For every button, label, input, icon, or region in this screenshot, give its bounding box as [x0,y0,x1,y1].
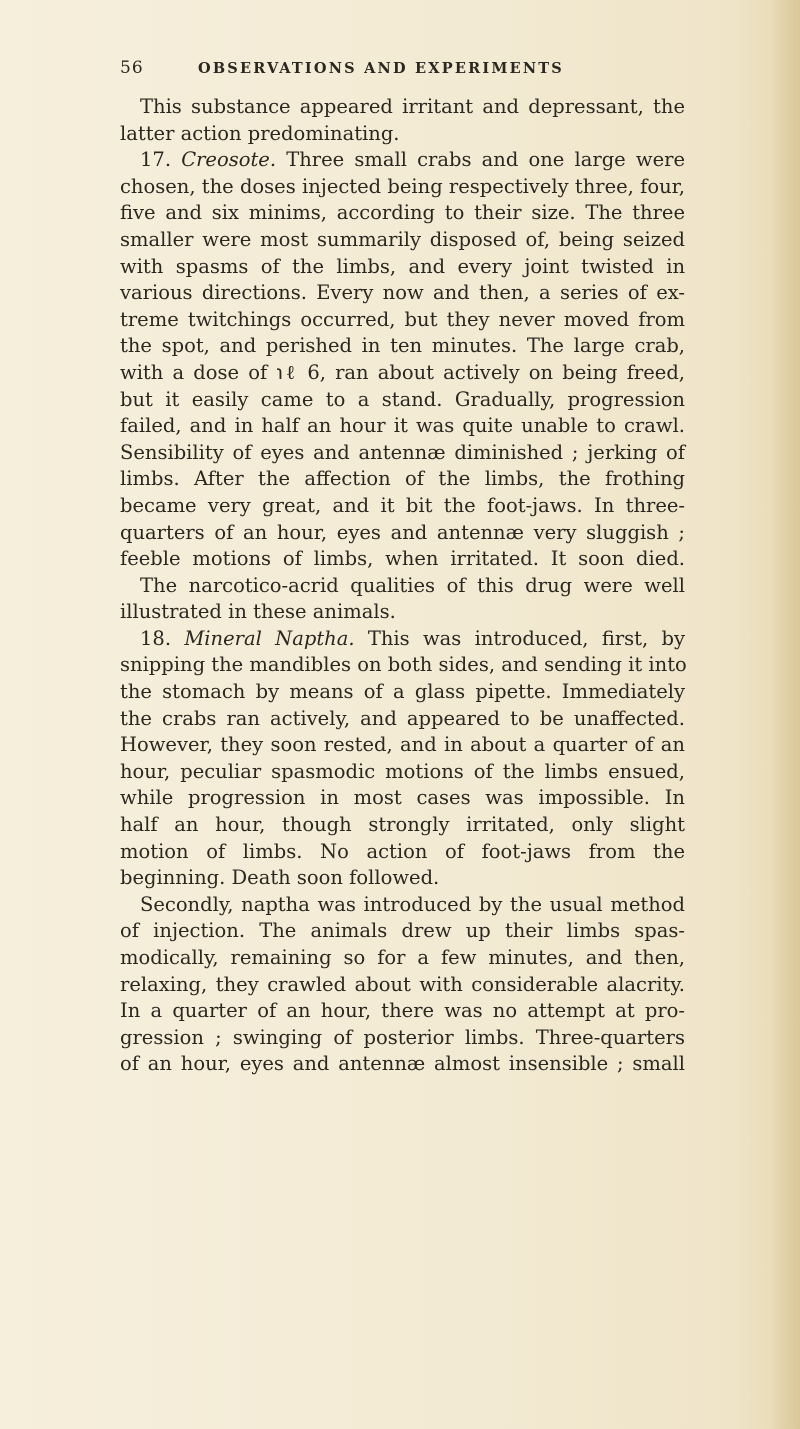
text-line [120,865,685,892]
text-line-part: relaxing, they crawled about with considerable alacrity. [120,972,685,996]
text-line [120,1025,685,1052]
text-line [120,599,685,626]
text-line [120,918,685,945]
text-line [120,440,685,467]
text-line-part: modically, remaining so for a few minutes, and then, [120,946,685,969]
text-line [120,972,685,999]
text-line-part: The narcotico-acrid qualities of this drug were well [140,573,685,597]
text-line [120,1051,685,1078]
text-line-part: with spasms of the limbs, and every joint twisted in [120,254,685,278]
page-edge-shadow [770,0,800,1429]
text-line [120,626,685,653]
text-line [120,200,685,227]
text-line-part: while progression in most cases was impossible. In [120,786,685,810]
text-line [120,520,685,547]
text-line [120,785,685,812]
text-line [120,493,685,520]
text-line-part: the spot, and perished in ten minutes. The large crab, [120,334,685,358]
text-line-part: with a dose of ℩ℓ 6, ran about actively on being freed, [120,360,685,384]
text-line [120,652,685,679]
text-line [120,466,685,493]
text-line [120,333,685,360]
page-number: 56 [120,58,144,78]
text-line-part: became very great, and it bit the foot-jaws. In three- [120,493,685,517]
text-line [120,147,685,174]
page-header [120,58,680,88]
text-line-part: latter action predominating. [120,121,400,145]
text-line-part: of an hour, eyes and antennæ almost insensible ; small [120,1052,685,1076]
section-title-italic: Mineral Naptha. [184,626,355,650]
text-line [120,121,685,148]
text-line [120,360,685,387]
text-line [120,280,685,307]
body-text [120,94,685,1078]
text-line-part: quarters of an hour, eyes and antennæ very sluggish ; [120,520,685,544]
text-line [120,732,685,759]
text-line-part: 17. [140,148,182,172]
text-line-part: failed, and in half an hour it was quite unable to crawl. [120,414,685,438]
text-line-part: motion of limbs. No action of foot-jaws from the [120,839,685,863]
text-line-part: the crabs ran actively, and appeared to be unaffected. [120,706,685,730]
text-line-part: half an hour, though strongly irritated, only slight [120,813,685,837]
text-line-part: 18. [140,626,185,650]
text-line-part: chosen, the doses injected being respectively three, four, [120,174,685,198]
text-line-part: This substance appeared irritant and depressant, the [140,95,685,118]
text-line [120,573,685,600]
text-line [120,892,685,919]
text-line-part: smaller were most summarily disposed of, being seized [120,227,685,251]
text-line [120,94,685,121]
text-line-part: limbs. After the affection of the limbs, the frothing [120,467,685,491]
text-line [120,307,685,334]
text-line [120,174,685,201]
text-line [120,706,685,733]
text-line-part: the stomach by means of a glass pipette. Immediately [120,680,685,704]
text-line-part: feeble motions of limbs, when irritated. It soon died. [120,547,685,571]
text-line-part: This was introduced, first, by [354,626,686,650]
text-line-part: five and six minims, according to their size. The three [120,201,685,225]
text-line [120,413,685,440]
text-line [120,254,685,281]
text-line-part: various directions. Every now and then, a series of ex- [120,281,685,305]
text-line [120,812,685,839]
text-line-part: but it easily came to a stand. Gradually, progression [120,387,685,411]
text-line [120,839,685,866]
text-line [120,387,685,414]
text-line-part: Sensibility of eyes and antennæ diminished ; jerking of [120,440,685,464]
text-line-part: beginning. Death soon followed. [120,866,440,890]
text-line-part: Three small crabs and one large were [276,148,685,172]
text-line-part: illustrated in these animals. [120,600,396,624]
text-line-part: treme twitchings occurred, but they never moved from [120,307,685,331]
text-line-part: However, they soon rested, and in about a quarter of an [120,733,685,757]
text-line [120,945,685,972]
text-line-part: In a quarter of an hour, there was no attempt at pro- [120,999,685,1023]
text-line-part: Secondly, naptha was introduced by the usual method [140,892,685,916]
text-line [120,998,685,1025]
text-line [120,679,685,706]
running-head: OBSERVATIONS AND EXPERIMENTS [198,60,564,77]
text-line [120,546,685,573]
text-line [120,227,685,254]
text-line-part: snipping the mandibles on both sides, and sending it into [120,653,687,677]
text-line-part: hour, peculiar spasmodic motions of the limbs ensued, [120,759,685,783]
text-line-part: gression ; swinging of posterior limbs. Three-quarters [120,1025,685,1049]
section-title-italic: Creosote. [181,148,277,172]
text-line-part: of injection. The animals drew up their limbs spas- [120,919,685,943]
text-line [120,759,685,786]
